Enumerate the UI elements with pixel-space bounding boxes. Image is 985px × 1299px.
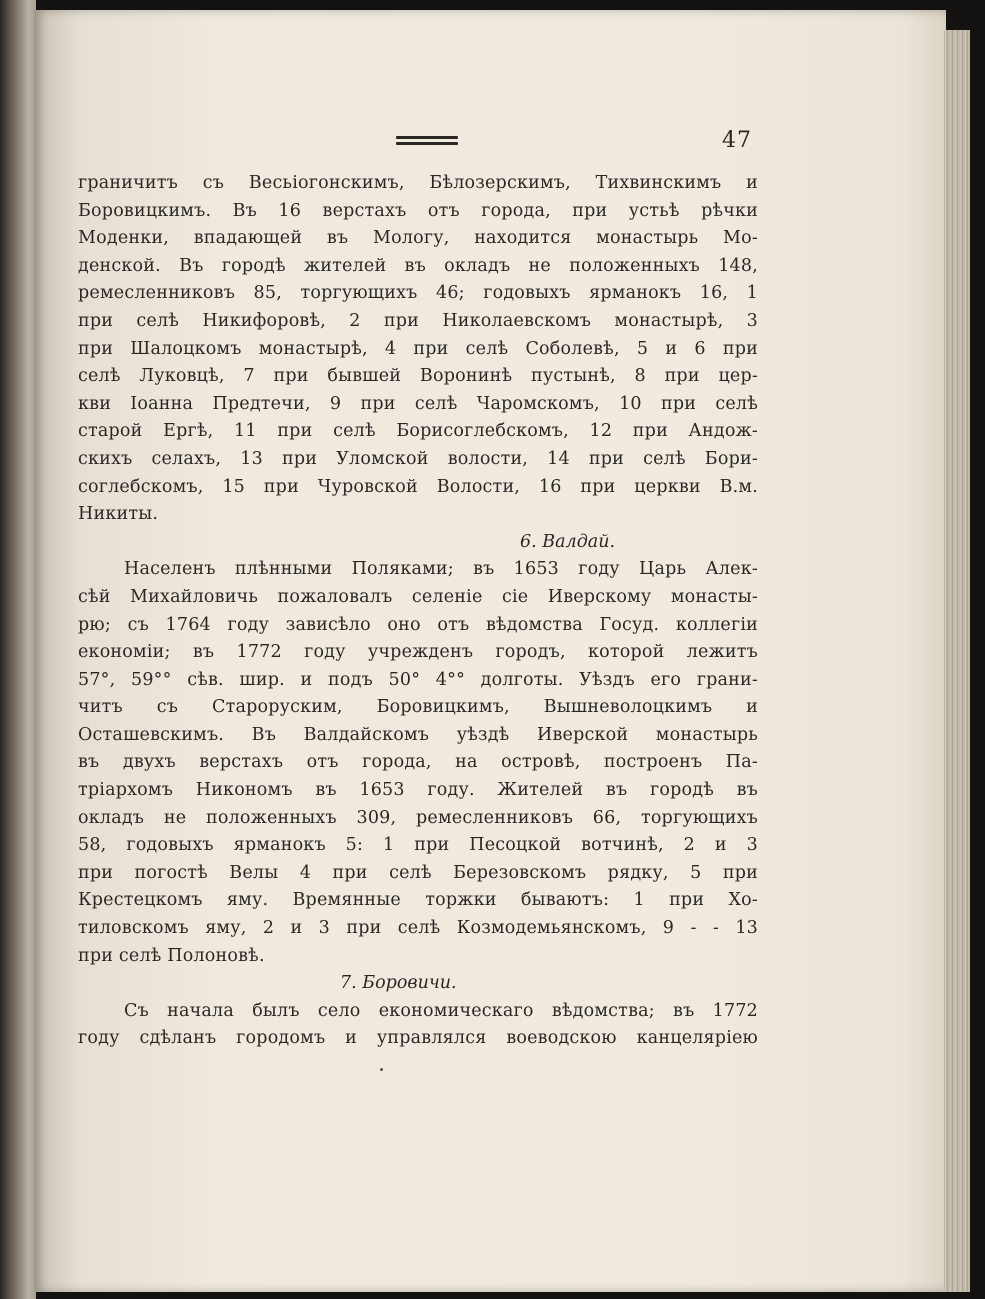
text-line: при погостѣ Велы 4 при селѣ Березовскомъ рядку, 5 при bbox=[78, 862, 758, 883]
page-block-edges bbox=[944, 30, 970, 1292]
section-heading-borovichi: 7. Боровичи. bbox=[340, 973, 457, 994]
text-line: скихъ селахъ, 13 при Уломской волости, 14 при селѣ Бори- bbox=[78, 448, 758, 469]
text-line: рю; съ 1764 году зависѣло оно отъ вѣдомства Госуд. коллегiи bbox=[78, 614, 758, 635]
text-line: граничитъ съ Весьiогонскимъ, Бѣлозерскимъ, Тихвинскимъ и bbox=[78, 173, 758, 193]
text-line: 58, годовыхъ ярманокъ 5: 1 при Песоцкой вотчинѣ, 2 и 3 bbox=[78, 835, 758, 856]
text-line: при селѣ Полоновѣ. bbox=[78, 945, 265, 966]
page-text bbox=[78, 170, 758, 1053]
previous-page-edge bbox=[0, 0, 36, 1299]
text-line: въ двухъ верстахъ отъ города, на островѣ, построенъ Па- bbox=[78, 752, 758, 773]
header-rule-line bbox=[396, 136, 458, 139]
text-line: Осташевскимъ. Въ Валдайскомъ уѣздѣ Иверской монастырь bbox=[78, 724, 758, 745]
text-line: Моденки, впадающей въ Мологу, находится монастырь Мо- bbox=[78, 228, 758, 249]
text-line: при Шалоцкомъ монастырѣ, 4 при селѣ Соболевѣ, 5 и 6 при bbox=[78, 338, 758, 359]
header-rule-line bbox=[396, 142, 458, 145]
text-line: читъ съ Староруским, Боровицкимъ, Вышневолоцкимъ и bbox=[78, 697, 758, 718]
text-line: году сдѣланъ городомъ и управлялся воеводскою канцелярiею bbox=[78, 1028, 758, 1049]
text-line: окладъ не положенныхъ 309, ремесленниковъ 66, торгующихъ bbox=[78, 807, 758, 828]
text-line: 57°, 59°° сѣв. шир. и подъ 50° 4°° долготы. Уѣздъ его грани- bbox=[78, 669, 758, 690]
text-line: трiархомъ Никономъ въ 1653 году. Жителей въ городѣ въ bbox=[78, 780, 758, 801]
text-line: Боровицкимъ. Въ 16 верстахъ отъ города, при устьѣ рѣчки bbox=[78, 200, 758, 221]
text-line: соглебскомъ, 15 при Чуровской Волости, 16 при церкви В.м. bbox=[78, 476, 758, 497]
text-line: Никиты. bbox=[78, 504, 159, 525]
text-line: сѣй Михайловичь пожаловалъ селенiе сiе Иверскому монасты- bbox=[78, 586, 758, 607]
text-line: старой Ергѣ, 11 при селѣ Борисоглебскомъ, 12 при Андож- bbox=[78, 421, 758, 442]
text-line: Населенъ плѣнными Поляками; въ 1653 году Царь Алек- bbox=[124, 559, 758, 580]
text-line: тиловскомъ яму, 2 и 3 при селѣ Козмодемьянскомъ, 9 - - 13 bbox=[78, 918, 758, 939]
text-line: при селѣ Никифоровѣ, 2 при Николаевскомъ монастырѣ, 3 bbox=[78, 310, 758, 331]
page-number: 47 bbox=[722, 128, 752, 153]
text-line: Съ начала былъ село економическаго вѣдомства; въ 1772 bbox=[124, 1000, 758, 1021]
text-line: економiи; въ 1772 году учрежденъ городъ, которой лежитъ bbox=[78, 642, 758, 663]
header-double-rule bbox=[396, 136, 458, 148]
text-line: ремесленниковъ 85, торгующихъ 46; годовыхъ ярманокъ 16, 1 bbox=[78, 283, 758, 304]
text-line: денской. Въ городѣ жителей въ окладъ не положенныхъ 148, bbox=[78, 255, 758, 276]
text-line: селѣ Луковцѣ, 7 при бывшей Воронинѣ пустынѣ, 8 при цер- bbox=[78, 366, 758, 387]
section-heading-valdai: 6. Валдай. bbox=[520, 531, 616, 552]
text-line: кви Iоанна Предтечи, 9 при селѣ Чаромскомъ, 10 при селѣ bbox=[78, 393, 758, 414]
paper-speck bbox=[380, 1068, 383, 1071]
text-line: Крестецкомъ яму. Времянные торжки бываютъ: 1 при Хо- bbox=[78, 890, 758, 911]
